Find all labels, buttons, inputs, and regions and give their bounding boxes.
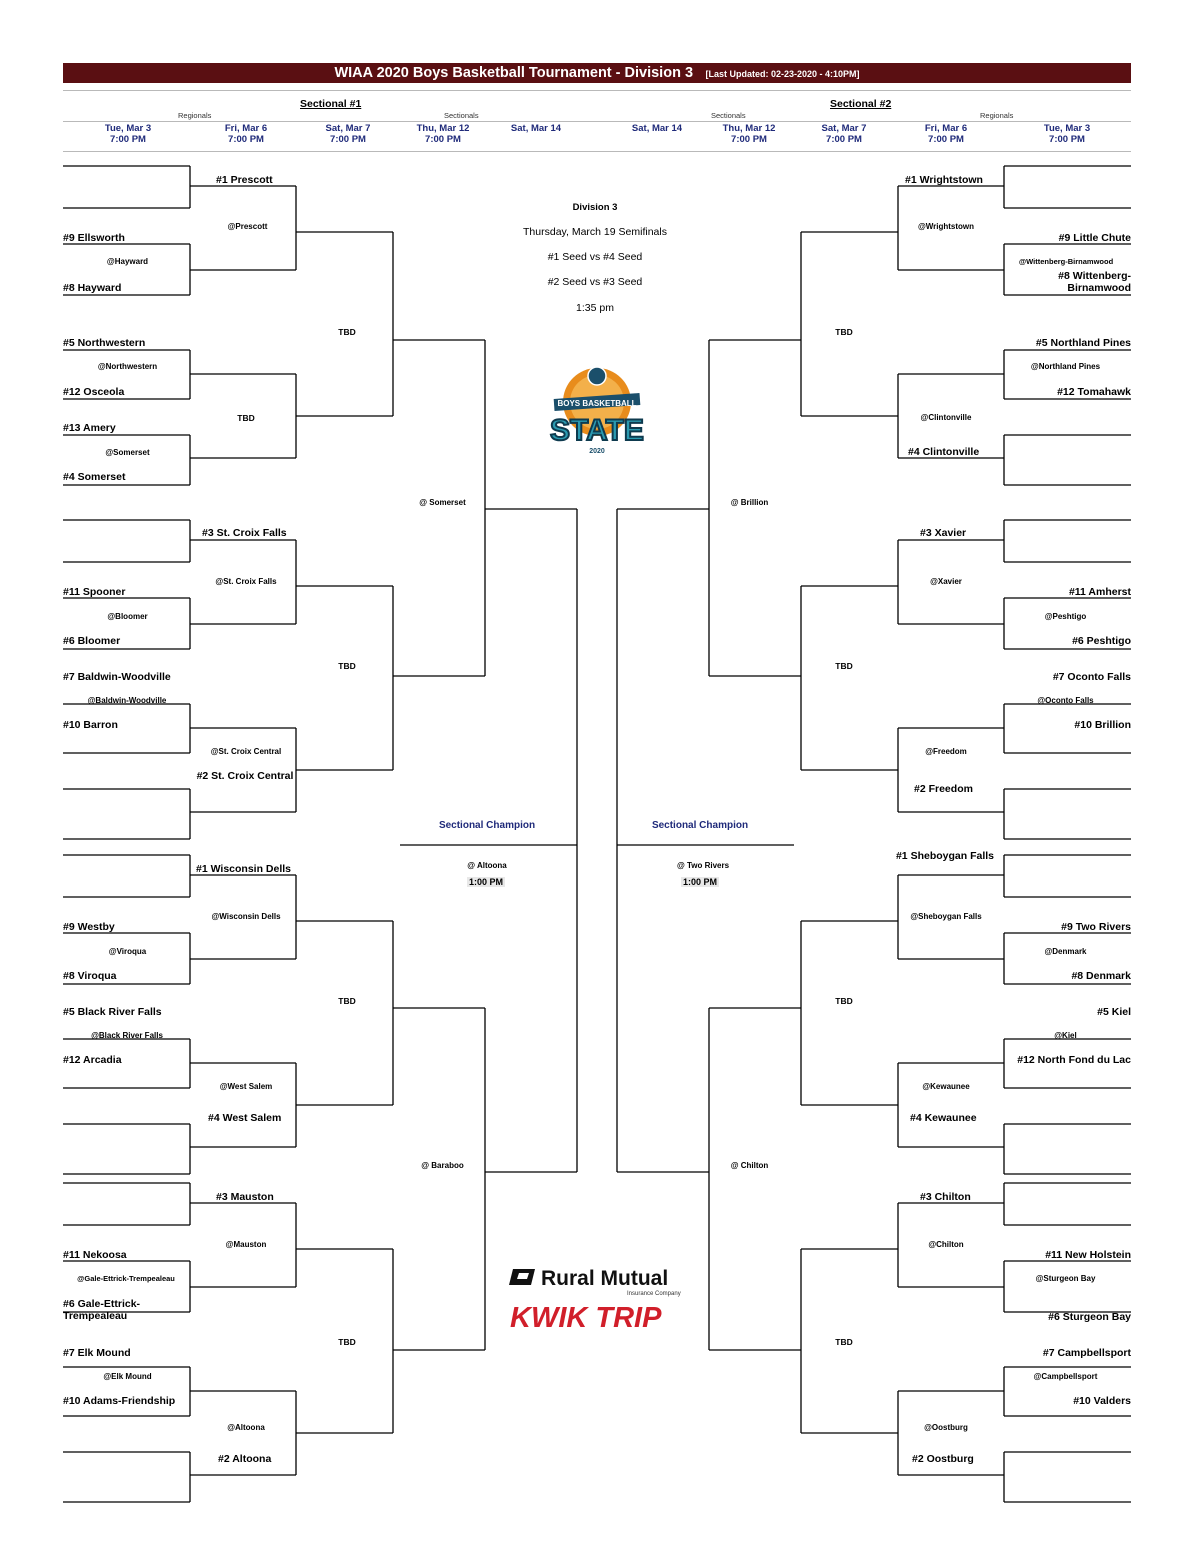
semis-date: Thursday, March 19 Semifinals [523, 226, 667, 238]
last-updated: [Last Updated: 02-23-2020 - 4:10PM] [705, 69, 860, 79]
sectional1-heading: Sectional #1 [300, 98, 362, 110]
team-slot: #10 Barron [63, 719, 118, 731]
svg-text:2020: 2020 [589, 448, 605, 455]
game-site: @St. Croix Falls [215, 577, 277, 586]
date-col-8: Sat, Mar 7 7:00 PM [821, 123, 867, 145]
team-slot: #8 Viroqua [63, 970, 117, 982]
tbd-label: TBD [338, 661, 356, 671]
svg-text:STATE: STATE [550, 414, 644, 447]
sectional-site: @ Brillion [730, 498, 769, 507]
team-slot: #9 Two Rivers [1061, 921, 1131, 933]
team-slot: #3 Chilton [920, 1191, 971, 1203]
game-site: @Kiel [1054, 1031, 1077, 1040]
svg-text:BOYS BASKETBALL: BOYS BASKETBALL [557, 399, 637, 408]
final-site: @ Two Rivers [676, 861, 730, 870]
game-site: @Oconto Falls [1037, 696, 1094, 705]
date-col-6: Sat, Mar 14 [631, 123, 683, 134]
date-col-4: Thu, Mar 12 7:00 PM [416, 123, 470, 145]
game-site: @Mauston [225, 1240, 267, 1249]
date-col-5: Sat, Mar 14 [510, 123, 562, 134]
svg-text:Insurance Company: Insurance Company [627, 1291, 681, 1297]
game-site: @West Salem [219, 1082, 273, 1091]
date-col-1: Tue, Mar 3 7:00 PM [104, 123, 152, 145]
regionals-label-right: Regionals [980, 111, 1014, 120]
date-col-2: Fri, Mar 6 7:00 PM [224, 123, 268, 145]
game-site: @Freedom [925, 747, 967, 756]
state-logo-graphic [544, 362, 650, 460]
game-site: @Campbellsport [1033, 1372, 1098, 1381]
team-slot: #11 Nekoosa [63, 1249, 127, 1261]
tbd-label: TBD [835, 1337, 853, 1347]
team-slot: #4 Somerset [63, 471, 126, 483]
team-slot: #8 Hayward [63, 282, 122, 294]
tbd-label: TBD [338, 1337, 356, 1347]
tbd-label: TBD [338, 327, 356, 337]
game-site: @Black River Falls [91, 1031, 163, 1040]
team-slot: #8 Denmark [1071, 970, 1131, 982]
team-slot: #4 West Salem [208, 1112, 282, 1124]
svg-text:Rural Mutual: Rural Mutual [541, 1267, 669, 1290]
date-col-9: Fri, Mar 6 7:00 PM [924, 123, 968, 145]
sectional2-heading: Sectional #2 [830, 98, 892, 110]
team-slot: #5 Northland Pines [1035, 337, 1131, 349]
team-slot: #8 Wittenberg-Birnamwood [1058, 270, 1131, 294]
division-label: Division 3 [572, 202, 618, 213]
game-site: @Wrightstown [917, 222, 975, 231]
game-site: @Oostburg [924, 1423, 968, 1432]
team-slot: #6 Bloomer [63, 635, 121, 647]
team-slot: #10 Adams-Friendship [63, 1395, 176, 1407]
semi-game-2: #2 Seed vs #3 Seed [547, 276, 643, 288]
semi-game-1: #1 Seed vs #4 Seed [547, 251, 643, 263]
tbd-label: TBD [835, 996, 853, 1006]
team-slot: #11 New Holstein [1045, 1249, 1131, 1261]
sectional-champion-label: Sectional Champion [438, 820, 536, 831]
game-site: @Baldwin-Woodville [87, 696, 167, 705]
team-slot: #13 Amery [63, 422, 116, 434]
date-col-10: Tue, Mar 3 7:00 PM [1043, 123, 1091, 145]
page-title: WIAA 2020 Boys Basketball Tournament - Division 3 [334, 65, 694, 81]
team-slot: #1 Wisconsin Dells [196, 863, 292, 875]
game-site: @Kewaunee [922, 1082, 970, 1091]
team-slot: #5 Black River Falls [63, 1006, 162, 1018]
final-time: 1:00 PM [683, 877, 718, 887]
team-slot: #6 Sturgeon Bay [1048, 1311, 1131, 1323]
sectional-site: @ Somerset [419, 498, 466, 507]
tbd-label: TBD [237, 413, 255, 423]
team-slot: #7 Oconto Falls [1052, 671, 1131, 683]
team-slot: #2 Freedom [914, 783, 973, 795]
team-slot: #3 St. Croix Falls [202, 527, 287, 539]
team-slot: #1 Prescott [216, 174, 273, 186]
game-site: @Denmark [1044, 947, 1087, 956]
sectional-champion-label: Sectional Champion [651, 820, 749, 831]
team-slot: #5 Northwestern [63, 337, 146, 349]
team-slot: #7 Baldwin-Woodville [63, 671, 171, 683]
svg-text:KWIK TRIP: KWIK TRIP [510, 1302, 662, 1334]
game-site: @Bloomer [107, 612, 148, 621]
team-slot: #11 Amherst [1068, 586, 1131, 598]
tbd-label: TBD [835, 327, 853, 337]
game-site: @Wisconsin Dells [211, 912, 281, 921]
team-slot: #1 Sheboygan Falls [895, 850, 995, 862]
team-slot: #12 Osceola [63, 386, 125, 398]
game-site: @Xavier [930, 577, 962, 586]
game-site: @Gale-Ettrick-Trempealeau [77, 1274, 175, 1283]
team-slot: #4 Kewaunee [910, 1112, 977, 1124]
team-slot: #2 Oostburg [912, 1453, 974, 1465]
team-slot: #1 Wrightstown [905, 174, 983, 186]
team-slot: #12 Arcadia [63, 1054, 122, 1066]
team-slot: #5 Kiel [1097, 1006, 1131, 1018]
sectional-site: @ Chilton [730, 1161, 769, 1170]
sectionals-label-left: Sectionals [444, 111, 479, 120]
game-site: @Wittenberg-Birnamwood [1018, 257, 1114, 266]
team-slot: #2 St. Croix Central [196, 770, 294, 782]
semi-time: 1:35 pm [576, 302, 614, 314]
date-col-7: Thu, Mar 12 7:00 PM [722, 123, 776, 145]
game-site: @Elk Mound [103, 1372, 152, 1381]
team-slot: #3 Mauston [216, 1191, 274, 1203]
game-site: @Sturgeon Bay [1035, 1274, 1096, 1283]
team-slot: #12 North Fond du Lac [1017, 1054, 1131, 1066]
team-slot: #2 Altoona [218, 1453, 272, 1465]
regionals-label-left: Regionals [178, 111, 212, 120]
game-site: @Northland Pines [1030, 362, 1101, 371]
game-site: @Peshtigo [1044, 612, 1087, 621]
sectionals-label-right: Sectionals [711, 111, 746, 120]
game-site: @Prescott [227, 222, 268, 231]
state-tournament-logo [544, 362, 650, 460]
team-slot: #3 Xavier [920, 527, 967, 539]
team-slot: #12 Tomahawk [1057, 386, 1131, 398]
final-time: 1:00 PM [469, 877, 504, 887]
game-site: @Somerset [105, 448, 150, 457]
game-site: @Northwestern [97, 362, 158, 371]
game-site: @Sheboygan Falls [910, 912, 982, 921]
team-slot: #9 Little Chute [1058, 232, 1131, 244]
tbd-label: TBD [338, 996, 356, 1006]
sectional-site: @ Baraboo [421, 1161, 464, 1170]
game-site: @Chilton [928, 1240, 964, 1249]
game-site: @St. Croix Central [210, 747, 282, 756]
game-site: @Hayward [106, 257, 149, 266]
team-slot: #6 Peshtigo [1072, 635, 1131, 647]
sponsor-logos [505, 1265, 690, 1335]
final-site: @ Altoona [467, 861, 507, 870]
team-slot: #6 Gale-Ettrick-Trempealeau [63, 1298, 141, 1322]
team-slot: #7 Elk Mound [63, 1347, 131, 1359]
team-slot: #11 Spooner [63, 586, 126, 598]
team-slot: #9 Ellsworth [63, 232, 125, 244]
team-slot: #4 Clintonville [908, 446, 980, 458]
team-slot: #10 Valders [1073, 1395, 1131, 1407]
team-slot: #10 Brillion [1074, 719, 1131, 731]
sponsor-graphic [505, 1265, 690, 1335]
date-col-3: Sat, Mar 7 7:00 PM [325, 123, 371, 145]
game-site: @Clintonville [920, 413, 972, 422]
tbd-label: TBD [835, 661, 853, 671]
game-site: @Viroqua [108, 947, 147, 956]
team-slot: #7 Campbellsport [1042, 1347, 1131, 1359]
team-slot: #9 Westby [63, 921, 115, 933]
game-site: @Altoona [227, 1423, 265, 1432]
